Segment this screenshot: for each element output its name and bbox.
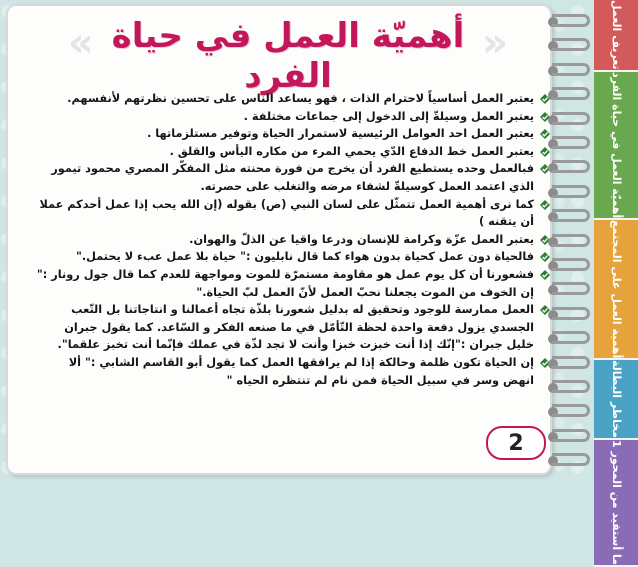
spiral-ring bbox=[548, 63, 592, 77]
spiral-ring bbox=[548, 136, 592, 150]
side-tabs bbox=[594, 0, 638, 566]
chevron-left-icon: « bbox=[68, 20, 94, 66]
spiral-ring bbox=[548, 38, 592, 52]
page-number-badge: 2 bbox=[486, 426, 546, 460]
list-item: يعتبر العمل وسيلةّ إلى الدخول إلى جماعات مختلفة . bbox=[34, 108, 550, 126]
spiral-ring bbox=[548, 331, 592, 345]
spiral-ring bbox=[548, 453, 592, 467]
chevron-right-icon: » bbox=[482, 20, 508, 66]
spiral-ring bbox=[548, 258, 592, 272]
list-item: العمل ممارسة للوجود وتحقيق له بدليل شعورنا بلذّة تجاه أعمالنا و انتاجاتنا بل التّعب الجسدي يزول دفعة واحدة لحظة التّأمّل في ما صنعه الفكر و السّاعد. كما يقول جبران خليل جبران :"إنّك إذا أنت خبزت خبزا وأنت لا تجد لذّة في عملك فإنّما أنت تخبز علقما". bbox=[34, 301, 550, 354]
list-item: يعتبر العمل عزّة وكرامة للإنسان ودرعا واقيا عن الذلّ والهوان. bbox=[34, 231, 550, 249]
list-item: فشعورنا أن كل يوم عمل هو مقاومة مستمرّة للموت ومواجهة للعدم كما قال جول رونار :" إن الخوف من الموت يجعلنا نحبّ العمل لأنّ العمل لبّ الحياة." bbox=[34, 266, 550, 301]
tab-work-importance-individual[interactable]: أهميّة العمل في حياة الفرد bbox=[594, 72, 638, 220]
tab-unemployment-risks[interactable]: مخاطر البطالة bbox=[594, 360, 638, 440]
tab-work-importance-society[interactable]: أهمية العمل على المجتمع bbox=[594, 220, 638, 360]
spiral-ring bbox=[548, 185, 592, 199]
page-title: أهميّة العمل في حياة الفرد bbox=[111, 16, 465, 96]
spiral-ring bbox=[548, 87, 592, 101]
tab-work-definition[interactable]: تعريف العمل bbox=[594, 0, 638, 72]
list-item: كما نرى أهمية العمل تتمثّل على لسان النبي (ص) بقوله (إن الله يحب إذا عمل أحدكم عملا أن يتقنه ) bbox=[34, 196, 550, 231]
spiral-ring bbox=[548, 112, 592, 126]
spiral-ring bbox=[548, 356, 592, 370]
spiral-ring bbox=[548, 14, 592, 28]
list-item: يعتبر العمل خط الدفاع الدّي يحمي المرء من مكاره اليأس والقلق . bbox=[34, 143, 550, 161]
spiral-ring bbox=[548, 209, 592, 223]
spiral-ring bbox=[548, 429, 592, 443]
list-item: إن الحياة تكون ظلمة وحالكة إذا لم يرافقها العمل كما يقول أبو القاسم الشابي :" ألا انهض وسر في سبيل الحياة فمن نام لم تنتظره الحياه " bbox=[34, 354, 550, 389]
spiral-ring bbox=[548, 282, 592, 296]
list-item: يعتبر العمل أساسياً لاحترام الذات ، فهو يساعد الناس على تحسين نظرتهم لأنفسهم. bbox=[34, 90, 550, 108]
spiral-ring bbox=[548, 234, 592, 248]
list-item: فالحياة دون عمل كحياة بدون هواء كما قال نابليون :" حياة بلا عمل عبء لا يحتمل." bbox=[34, 248, 550, 266]
notebook-page bbox=[6, 4, 552, 475]
spiral-ring bbox=[548, 160, 592, 174]
spiral-ring bbox=[548, 380, 592, 394]
list-item: فبالعمل وحده يستطيع الفرد أن يخرج من فورة محنته مثل المفكّر المصري محمود تيمور الذي اعتمد العمل كوسيلةّ لشفاء مرضه والتغلب على حصرته. bbox=[34, 160, 550, 195]
spiral-ring bbox=[548, 404, 592, 418]
list-item: يعتبر العمل احد العوامل الرئيسية لاستمرار الحياة وتوفير مستلزماتها . bbox=[34, 125, 550, 143]
content-list bbox=[34, 90, 550, 389]
spiral-binding bbox=[548, 6, 594, 474]
tab-lessons-axis-1[interactable]: ما أستفيد من المحور 1 bbox=[594, 440, 638, 567]
spiral-ring bbox=[548, 307, 592, 321]
